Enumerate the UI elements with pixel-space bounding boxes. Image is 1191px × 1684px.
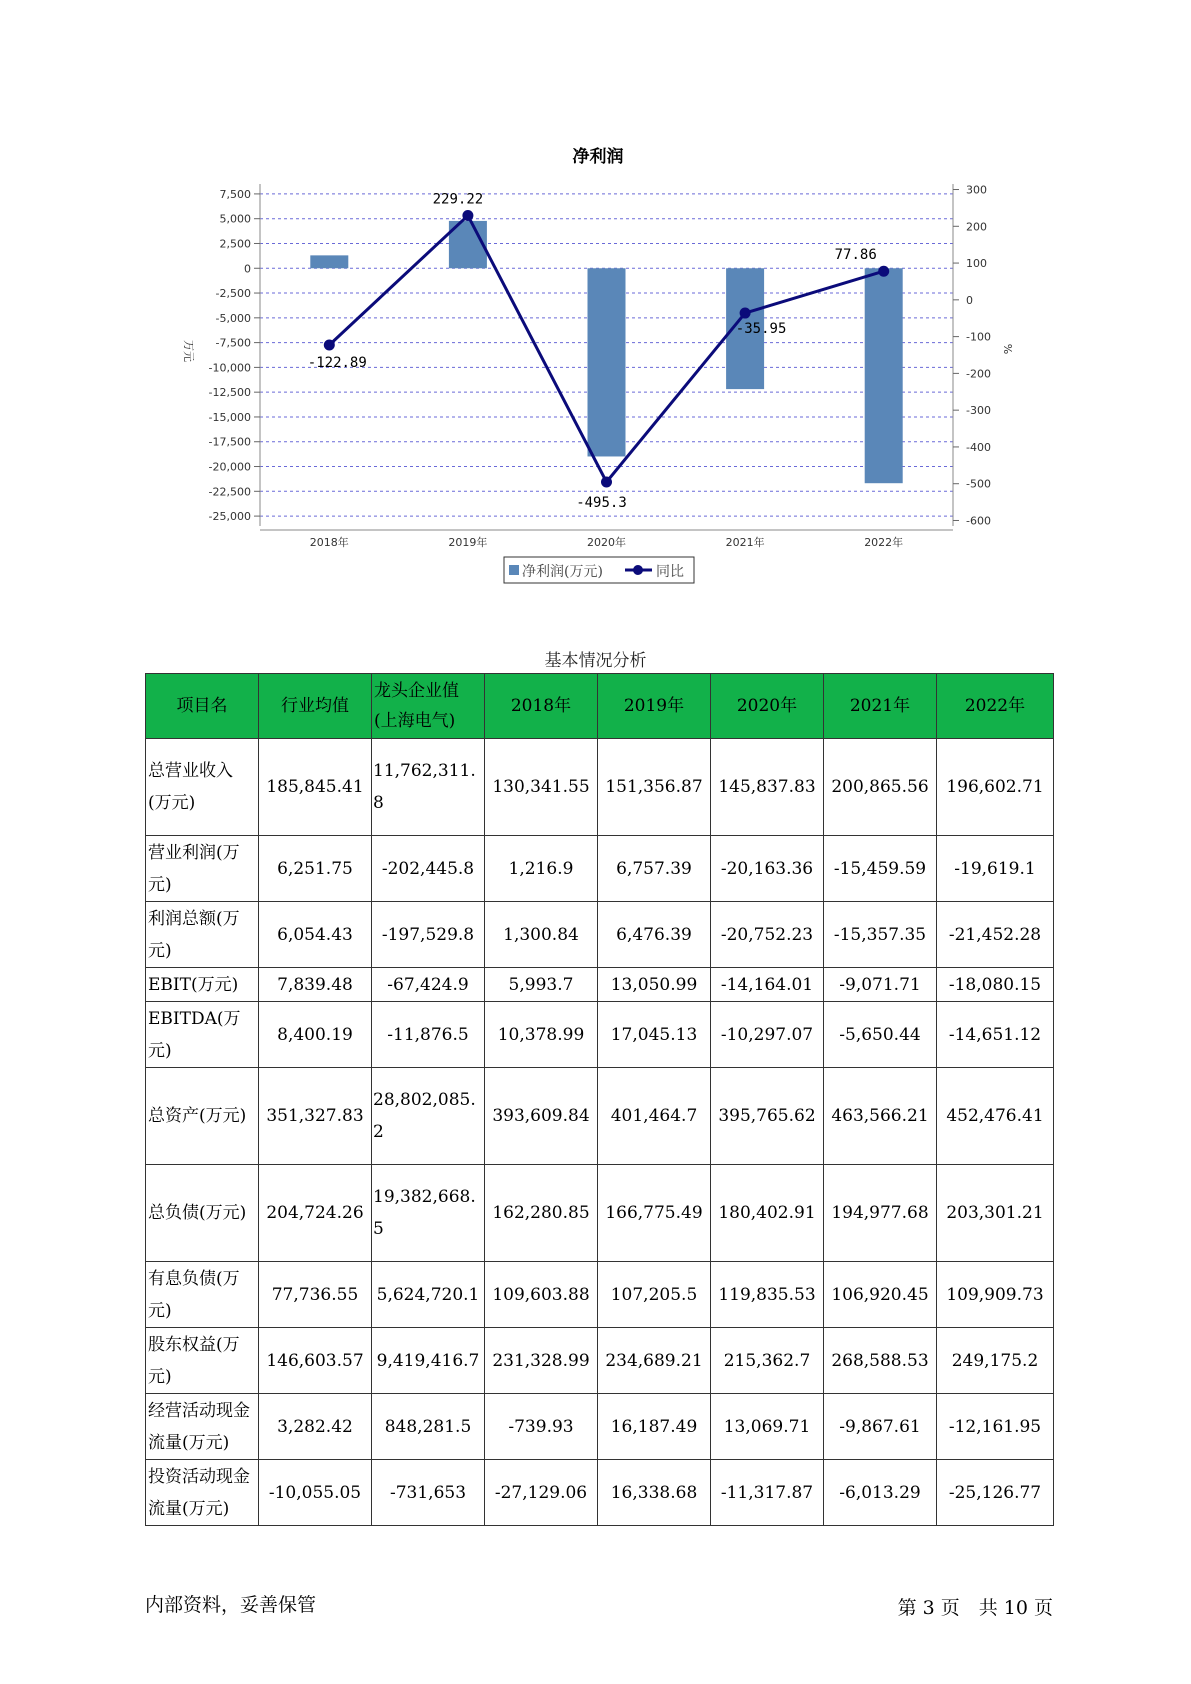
footer-page-number: 第 3 页 共 10 页 xyxy=(897,1597,1053,1619)
header-cell: 2020年 xyxy=(711,674,824,739)
yoy-data-label: -495.3 xyxy=(576,494,627,511)
table-row xyxy=(146,1165,1054,1262)
row-name-cell: EBIT(万元) xyxy=(146,968,259,1002)
y-tick-label: -12,500 xyxy=(208,386,251,400)
value-cell: -15,459.59 xyxy=(824,836,937,902)
y2-tick-label: -100 xyxy=(966,330,991,344)
value-cell: 452,476.41 xyxy=(937,1068,1054,1165)
value-cell: 6,251.75 xyxy=(259,836,372,902)
value-cell: -739.93 xyxy=(485,1394,598,1460)
value-cell: 10,378.99 xyxy=(485,1002,598,1068)
legend-bar-label: 净利润(万元) xyxy=(522,564,603,580)
value-cell: 7,839.48 xyxy=(259,968,372,1002)
y2-tick-label: -300 xyxy=(966,404,991,418)
value-cell: 3,282.42 xyxy=(259,1394,372,1460)
value-cell: 6,054.43 xyxy=(259,902,372,968)
y-tick-label: 2,500 xyxy=(219,237,251,251)
row-name-cell: 经营活动现金流量(万元) xyxy=(146,1394,259,1460)
value-cell: 204,724.26 xyxy=(259,1165,372,1262)
x-tick-label: 2021年 xyxy=(725,536,765,549)
value-cell: 200,865.56 xyxy=(824,739,937,836)
value-cell: 106,920.45 xyxy=(824,1262,937,1328)
value-cell: 401,464.7 xyxy=(598,1068,711,1165)
yoy-data-label: -35.95 xyxy=(735,321,787,338)
value-cell: -12,161.95 xyxy=(937,1394,1054,1460)
value-cell: -9,867.61 xyxy=(824,1394,937,1460)
y-tick-label: -2,500 xyxy=(215,287,251,301)
header-cell: 行业均值 xyxy=(259,674,372,739)
header-cell: 龙头企业值(上海电气) xyxy=(372,674,485,739)
left-axis-ticks xyxy=(209,188,260,523)
value-cell: 234,689.21 xyxy=(598,1328,711,1394)
y-tick-label: 0 xyxy=(244,262,251,276)
value-cell: 249,175.2 xyxy=(937,1328,1054,1394)
value-cell: 109,909.73 xyxy=(937,1262,1054,1328)
value-cell: 6,757.39 xyxy=(598,836,711,902)
x-tick-label: 2022年 xyxy=(864,536,904,549)
table-row xyxy=(146,1394,1054,1460)
value-cell: -731,653 xyxy=(372,1460,485,1526)
yoy-data-label: 229.22 xyxy=(432,191,484,208)
table-row xyxy=(146,1262,1054,1328)
row-name-cell: 总负债(万元) xyxy=(146,1165,259,1262)
y2-axis-label: % xyxy=(1001,343,1014,355)
y2-tick-label: 300 xyxy=(966,183,987,197)
chart-title: 净利润 xyxy=(572,147,624,167)
x-axis-ticks xyxy=(310,535,903,549)
value-cell: -10,055.05 xyxy=(259,1460,372,1526)
legend-bar-swatch xyxy=(509,565,519,575)
y2-tick-label: -500 xyxy=(966,477,991,491)
y-tick-label: 7,500 xyxy=(219,187,251,201)
value-cell: 28,802,085.2 xyxy=(372,1068,485,1165)
y-tick-label: -17,500 xyxy=(208,435,251,449)
value-cell: -18,080.15 xyxy=(937,968,1054,1002)
yoy-data-label: 77.86 xyxy=(834,247,877,264)
y2-tick-label: -400 xyxy=(966,440,991,454)
value-cell: -6,013.29 xyxy=(824,1460,937,1526)
yoy-point xyxy=(740,308,751,319)
value-cell: 107,205.5 xyxy=(598,1262,711,1328)
row-name-cell: 总资产(万元) xyxy=(146,1068,259,1165)
chart-legend xyxy=(504,557,694,583)
yoy-point xyxy=(601,476,612,487)
y-tick-label: -15,000 xyxy=(208,410,251,424)
x-tick-label: 2019年 xyxy=(448,536,488,549)
row-name-cell: 营业利润(万元) xyxy=(146,836,259,902)
value-cell: 180,402.91 xyxy=(711,1165,824,1262)
value-cell: 8,400.19 xyxy=(259,1002,372,1068)
y2-tick-label: -600 xyxy=(966,514,991,528)
y2-tick-label: -200 xyxy=(966,367,991,381)
row-name-cell: 有息负债(万元) xyxy=(146,1262,259,1328)
value-cell: 395,765.62 xyxy=(711,1068,824,1165)
value-cell: 145,837.83 xyxy=(711,739,824,836)
yoy-point xyxy=(462,210,473,221)
header-cell: 2022年 xyxy=(937,674,1054,739)
value-cell: -20,752.23 xyxy=(711,902,824,968)
table-title: 基本情况分析 xyxy=(544,651,647,671)
value-cell: -27,129.06 xyxy=(485,1460,598,1526)
table-row xyxy=(146,968,1054,1002)
bar xyxy=(865,268,903,483)
value-cell: 203,301.21 xyxy=(937,1165,1054,1262)
value-cell: -14,164.01 xyxy=(711,968,824,1002)
y-tick-label: -25,000 xyxy=(208,510,251,524)
value-cell: 463,566.21 xyxy=(824,1068,937,1165)
value-cell: 215,362.7 xyxy=(711,1328,824,1394)
footer-confidential-note: 内部资料，妥善保管 xyxy=(145,1594,317,1616)
value-cell: 17,045.13 xyxy=(598,1002,711,1068)
y-tick-label: -10,000 xyxy=(208,361,251,375)
legend-line-swatch xyxy=(633,565,643,575)
value-cell: 6,476.39 xyxy=(598,902,711,968)
value-cell: -21,452.28 xyxy=(937,902,1054,968)
value-cell: -14,651.12 xyxy=(937,1002,1054,1068)
table-row xyxy=(146,1002,1054,1068)
y-tick-label: 5,000 xyxy=(219,212,251,226)
x-tick-label: 2020年 xyxy=(587,536,626,549)
value-cell: 16,187.49 xyxy=(598,1394,711,1460)
value-cell: 130,341.55 xyxy=(485,739,598,836)
value-cell: 268,588.53 xyxy=(824,1328,937,1394)
y2-tick-label: 0 xyxy=(966,293,973,307)
header-cell: 2019年 xyxy=(598,674,711,739)
value-cell: 119,835.53 xyxy=(711,1262,824,1328)
value-cell: -10,297.07 xyxy=(711,1002,824,1068)
value-cell: 231,328.99 xyxy=(485,1328,598,1394)
yoy-point xyxy=(324,340,335,351)
value-cell: 185,845.41 xyxy=(259,739,372,836)
yoy-data-label: -122.89 xyxy=(307,355,367,372)
value-cell: -5,650.44 xyxy=(824,1002,937,1068)
value-cell: 194,977.68 xyxy=(824,1165,937,1262)
value-cell: 5,993.7 xyxy=(485,968,598,1002)
value-cell: 393,609.84 xyxy=(485,1068,598,1165)
y2-tick-label: 100 xyxy=(966,257,987,271)
value-cell: 13,050.99 xyxy=(598,968,711,1002)
value-cell: 151,356.87 xyxy=(598,739,711,836)
value-cell: -15,357.35 xyxy=(824,902,937,968)
header-cell: 2018年 xyxy=(485,674,598,739)
y-tick-label: -22,500 xyxy=(208,485,251,499)
basic-analysis-table xyxy=(145,673,1054,1526)
value-cell: 16,338.68 xyxy=(598,1460,711,1526)
value-cell: -11,317.87 xyxy=(711,1460,824,1526)
table-row xyxy=(146,1460,1054,1526)
y-tick-label: -5,000 xyxy=(215,311,251,325)
value-cell: 848,281.5 xyxy=(372,1394,485,1460)
value-cell: 196,602.71 xyxy=(937,739,1054,836)
right-axis-ticks xyxy=(953,184,991,528)
table-row xyxy=(146,1068,1054,1165)
value-cell: 162,280.85 xyxy=(485,1165,598,1262)
value-cell: -9,071.71 xyxy=(824,968,937,1002)
value-cell: -25,126.77 xyxy=(937,1460,1054,1526)
bar-series xyxy=(307,221,902,483)
value-cell: -67,424.9 xyxy=(372,968,485,1002)
value-cell: 19,382,668.5 xyxy=(372,1165,485,1262)
table-row xyxy=(146,902,1054,968)
y2-tick-label: 200 xyxy=(966,220,987,234)
x-tick-label: 2018年 xyxy=(309,536,349,549)
table-row xyxy=(146,739,1054,836)
value-cell: 77,736.55 xyxy=(259,1262,372,1328)
table-row xyxy=(146,1328,1054,1394)
value-cell: 1,300.84 xyxy=(485,902,598,968)
header-cell: 项目名 xyxy=(146,674,259,739)
value-cell: 5,624,720.1 xyxy=(372,1262,485,1328)
net-profit-chart xyxy=(0,0,1191,600)
value-cell: 1,216.9 xyxy=(485,836,598,902)
row-name-cell: 总营业收入(万元) xyxy=(146,739,259,836)
value-cell: 146,603.57 xyxy=(259,1328,372,1394)
row-name-cell: 股东权益(万元) xyxy=(146,1328,259,1394)
value-cell: 11,762,311.8 xyxy=(372,739,485,836)
value-cell: 109,603.88 xyxy=(485,1262,598,1328)
legend-line-label: 同比 xyxy=(656,564,684,580)
value-cell: -20,163.36 xyxy=(711,836,824,902)
header-cell: 2021年 xyxy=(824,674,937,739)
table-header-row xyxy=(146,674,1054,739)
row-name-cell: 投资活动现金流量(万元) xyxy=(146,1460,259,1526)
value-cell: -197,529.8 xyxy=(372,902,485,968)
value-cell: -11,876.5 xyxy=(372,1002,485,1068)
bar xyxy=(588,268,626,456)
table-row xyxy=(146,836,1054,902)
bar xyxy=(310,255,348,268)
y-tick-label: -7,500 xyxy=(215,336,251,350)
yoy-point xyxy=(878,266,889,277)
value-cell: 166,775.49 xyxy=(598,1165,711,1262)
value-cell: -202,445.8 xyxy=(372,836,485,902)
value-cell: 351,327.83 xyxy=(259,1068,372,1165)
row-name-cell: EBITDA(万元) xyxy=(146,1002,259,1068)
value-cell: 13,069.71 xyxy=(711,1394,824,1460)
y-tick-label: -20,000 xyxy=(208,460,251,474)
row-name-cell: 利润总额(万元) xyxy=(146,902,259,968)
y-axis-label: 万元 xyxy=(182,340,195,362)
value-cell: 9,419,416.7 xyxy=(372,1328,485,1394)
value-cell: -19,619.1 xyxy=(937,836,1054,902)
